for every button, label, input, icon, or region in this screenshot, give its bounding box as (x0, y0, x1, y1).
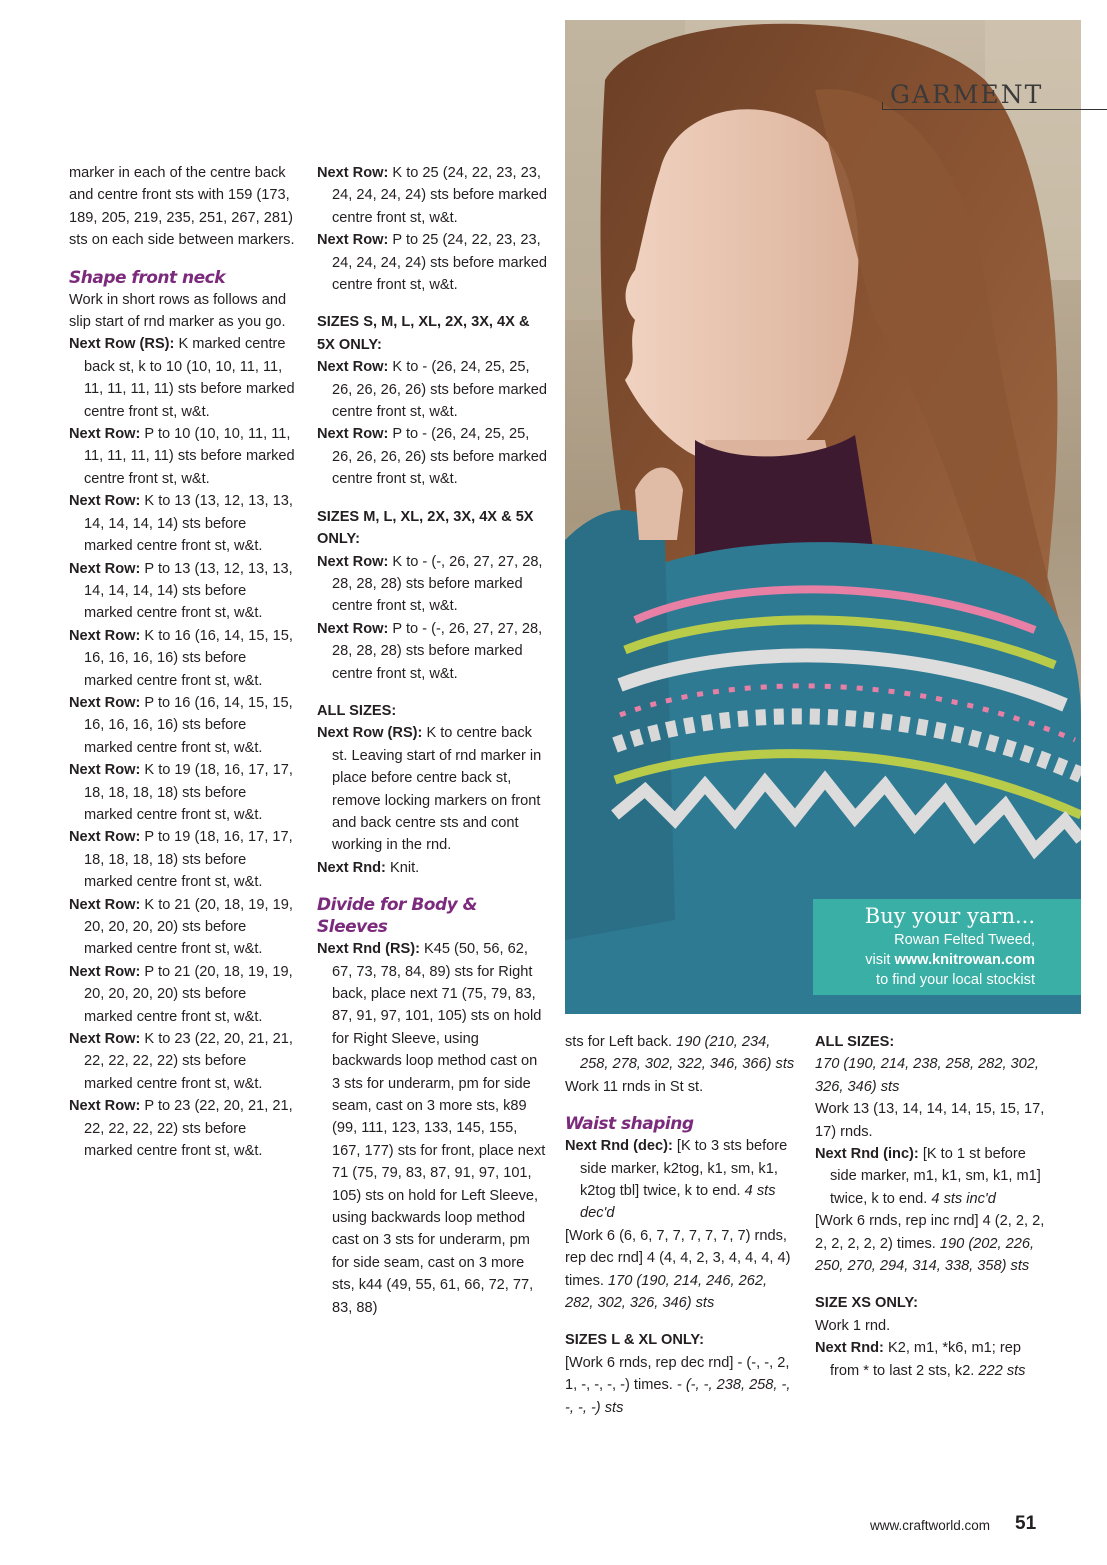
heading-waist-shaping: Waist shaping (565, 1114, 694, 1135)
instruction-label: Next Row: (69, 1098, 141, 1115)
photo-illustration (565, 20, 1081, 1014)
size-heading: SIZES S, M, L, XL, 2X, 3X, 4X & 5X ONLY: (317, 314, 530, 353)
instruction-row (69, 1028, 297, 1095)
instruction-label: Next Row: (317, 165, 389, 181)
work-text: Work 13 (13, 14, 14, 14, 15, 15, 17, 17) rnds. (815, 1101, 1045, 1140)
yarn-visit: visit www.knitrowan.com (865, 952, 1035, 968)
instruction-list (69, 333, 297, 1162)
instruction-row (317, 618, 549, 685)
instruction-row (317, 857, 549, 879)
instruction-label: Next Row: (69, 963, 141, 980)
size-heading: ALL SIZES: (815, 1034, 895, 1050)
instruction-row (69, 558, 297, 625)
instruction-text: K to 21 (20, 18, 19, 19, 20, 20, 20, 20) sts before marked centre front st, w&t. (84, 896, 293, 958)
instruction-text: P to 13 (13, 12, 13, 13, 14, 14, 14, 14) sts before marked centre front st, w&t. (84, 560, 293, 622)
instruction-row (69, 490, 297, 557)
instruction-row (317, 551, 549, 618)
instruction-label: Next Row: (69, 493, 141, 510)
work-text: Work 11 rnds in St st. (565, 1078, 704, 1095)
instruction-label: Next Row: (317, 359, 389, 376)
instruction-text: K to centre back st. Leaving start of rnd marker in place before centre back st, remove locking markers on front and back centre sts and cont working in the rnd. (332, 725, 542, 854)
instruction-text: P to 19 (18, 16, 17, 17, 18, 18, 18, 18) sts before marked centre front st, w&t. (84, 829, 293, 891)
instruction-label: Next Row: (69, 896, 141, 913)
instruction-row (69, 423, 297, 490)
instruction-label: Next Rnd (RS): (317, 941, 420, 958)
instruction-text: K to 25 (24, 22, 23, 23, 24, 24, 24, 24) sts before marked centre front st, w&t. (332, 165, 547, 226)
instruction-text: K to 19 (18, 16, 17, 17, 18, 18, 18, 18) sts before marked centre front st, w&t. (84, 762, 293, 823)
instruction-text: K to - (-, 26, 27, 27, 28, 28, 28, 28) sts before marked centre front st, w&t. (332, 553, 543, 615)
instruction-row: Next Rnd (dec): [K to 3 sts before side marker, k2tog, k1, sm, k1, k2tog tbl] twice, k to end. 4 sts dec'd (565, 1138, 788, 1222)
instruction-text: P to 16 (16, 14, 15, 15, 16, 16, 16, 16) sts before marked centre front st, w&t. (84, 694, 293, 756)
yarn-stockist: to find your local stockist (876, 972, 1035, 988)
instruction-list (317, 938, 549, 1319)
instruction-text: P to 21 (20, 18, 19, 19, 20, 20, 20, 20) sts before marked centre front st, w&t. (84, 963, 293, 1025)
buy-yarn-box (813, 899, 1081, 995)
instruction-label: Next Row: (317, 620, 389, 637)
instruction-row (69, 333, 297, 423)
instruction-row (69, 826, 297, 893)
instruction-label: Next Row: (317, 232, 389, 249)
instruction-text: P to 25 (24, 22, 23, 23, 24, 24, 24, 24) sts before marked centre front st, w&t. (332, 232, 547, 294)
repeat-text: [Work 6 rnds, rep inc rnd] 4 (2, 2, 2, 2, 2, 2, 2, 2) times. 190 (202, 226, 250, 270, 294, 314, 338, 358) sts (815, 1213, 1045, 1275)
size-heading: SIZES M, L, XL, 2X, 3X, 4X & 5X ONLY: (317, 508, 534, 548)
instruction-row (317, 423, 549, 490)
size-heading: SIZES L & XL ONLY: (565, 1332, 704, 1349)
instruction-label: Next Row: (69, 829, 141, 846)
column-2 (317, 162, 549, 1319)
instruction-row (317, 722, 549, 856)
instruction-text: K to 23 (22, 20, 21, 21, 22, 22, 22, 22) sts before marked centre front st, w&t. (84, 1031, 293, 1092)
instruction-text: K to - (26, 24, 25, 25, 26, 26, 26, 26) sts before marked centre front st, w&t. (332, 359, 547, 421)
instruction-row (317, 229, 549, 296)
page-number: 51 (1015, 1513, 1037, 1534)
section-tag-rule (882, 109, 1107, 110)
model-photo (565, 20, 1081, 1014)
column-1 (69, 162, 297, 1162)
instruction-label: Next Row: (69, 694, 141, 711)
instruction-text: P to 10 (10, 10, 11, 11, 11, 11, 11, 11) sts before marked centre front st, w&t. (84, 426, 295, 487)
instruction-row: Next Rnd: K2, m1, *k6, m1; rep from * to last 2 sts, k2. 222 sts (815, 1340, 1026, 1379)
section-tag-tick (882, 102, 883, 110)
instruction-row (69, 625, 297, 692)
instruction-row (69, 894, 297, 961)
section-tag (882, 80, 1107, 110)
instruction-list (317, 722, 549, 879)
instruction-label: Next Row: (69, 627, 141, 644)
instruction-label: Next Rnd: (317, 859, 386, 876)
instruction-row (317, 162, 549, 229)
instruction-row (69, 1095, 297, 1162)
instruction-text: K to 13 (13, 12, 13, 13, 14, 14, 14, 14) sts before marked centre front st, w&t. (84, 493, 293, 555)
instruction-row (69, 759, 297, 826)
stitch-count: 170 (190, 214, 238, 258, 282, 302, 326, 346) sts (815, 1056, 1039, 1095)
instruction-label: Next Row: (69, 426, 141, 443)
size-heading: SIZE XS ONLY: (815, 1295, 918, 1312)
instruction-label: Next Row (RS): (317, 725, 423, 742)
yarn-name: Rowan Felted Tweed, (894, 932, 1035, 948)
instruction-row: Next Rnd (inc): [K to 1 st before side marker, m1, k1, sm, k1, m1] twice, k to end. 4 sts inc'd (815, 1146, 1041, 1207)
instruction-list (317, 162, 549, 296)
instruction-list (317, 356, 549, 490)
instruction-text: P to 23 (22, 20, 21, 21, 22, 22, 22, 22) sts before marked centre front st, w&t. (84, 1098, 293, 1160)
repeat-text: [Work 6 rnds, rep dec rnd] - (-, -, 2, 1, -, -, -, -) times. - (-, -, 238, 258, -, -, -, -) sts (565, 1354, 791, 1416)
section-tag-label: GARMENT (890, 80, 1044, 109)
instruction-row (317, 356, 549, 423)
instruction-text: Knit. (385, 859, 420, 876)
heading-shape-front-neck: Shape front neck (69, 267, 226, 288)
instruction-text: K45 (50, 56, 62, 67, 73, 78, 84, 89) sts for Right back, place next 71 (75, 79, 83, 87, 91, 97, 101, 105) sts on hold for Right Sleeve, using backwards loop method cast on 3 sts for underarm, pm for side seam, cast on 3 more sts, k89 (99, 111, 123, 133, 145, 155, 167, 177) sts for front, place next 71 (75, 79, 83, 87, 91, 97, 101, 105) sts on hold for Left Sleeve, using backwards loop method cast on 3 sts for underarm, pm for side seam, cast on 3 more sts, k44 (49, 55, 61, 66, 72, 77, 83, 88) (332, 941, 546, 1316)
instruction-label: Next Row (RS): (69, 336, 175, 353)
instruction-row (69, 692, 297, 759)
column-3 (565, 1031, 797, 1419)
instruction-label: Next Row: (69, 762, 141, 779)
instruction-label: Next Row: (317, 426, 389, 443)
instruction-row (317, 938, 549, 1319)
buy-yarn-title: Buy your yarn... (864, 904, 1035, 928)
footer-url[interactable]: www.craftworld.com (870, 1518, 991, 1533)
column-4 (815, 1031, 1047, 1382)
instruction-text: K marked centre back st, k to 10 (10, 10, 11, 11, 11, 11, 11, 11) sts before marked centre front st, w&t. (84, 336, 295, 420)
short-rows-para: Work in short rows as follows and slip start of rnd marker as you go. (69, 291, 287, 331)
work-text: Work 1 rnd. (815, 1317, 891, 1334)
size-heading: ALL SIZES: (317, 702, 397, 719)
repeat-text: [Work 6 (6, 6, 7, 7, 7, 7, 7, 7) rnds, rep dec rnd] 4 (4, 4, 2, 3, 4, 4, 4, 4) times. 170 (190, 214, 246, 262, 282, 302, 326, 346) sts (565, 1227, 791, 1312)
intro-text: marker in each of the centre back and centre front sts with 159 (173, 189, 205, 219, 235, 251, 267, 281) sts on each side between markers. (69, 165, 295, 249)
instruction-label: Next Row: (69, 1031, 141, 1048)
instruction-text: P to - (-, 26, 27, 27, 28, 28, 28, 28) sts before marked centre front st, w&t. (332, 620, 543, 682)
yarn-url-link[interactable]: www.knitrowan.com (894, 952, 1035, 968)
instruction-text: K to 16 (16, 14, 15, 15, 16, 16, 16, 16) sts before marked centre front st, w&t. (84, 627, 293, 689)
heading-divide-body-sleeves: Divide for Body & Sleeves (317, 895, 477, 938)
instruction-text: P to - (26, 24, 25, 25, 26, 26, 26, 26) sts before marked centre front st, w&t. (332, 426, 547, 488)
instruction-row (69, 961, 297, 1028)
instruction-label: Next Row: (69, 560, 141, 577)
continued-text: sts for Left back. 190 (210, 234, 258, 278, 302, 322, 346, 366) sts (565, 1034, 795, 1073)
instruction-list (317, 551, 549, 685)
instruction-label: Next Row: (317, 553, 389, 570)
